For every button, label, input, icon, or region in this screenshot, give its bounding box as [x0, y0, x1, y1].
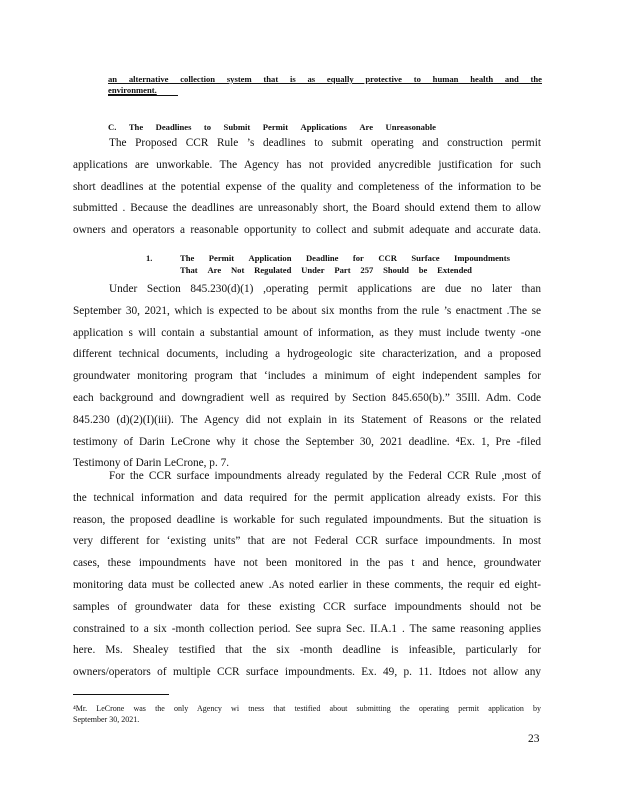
- heading-word: Permit: [262, 122, 289, 132]
- heading-word: Submit: [223, 122, 251, 132]
- footnote-line: ⁴Mr. LeCrone was the only Agency wi tness that testified about submitting the operating permit application by: [73, 704, 541, 713]
- subheading-word: Permit: [208, 253, 235, 263]
- paragraph-line: submitted . Because the deadlines are unreasonably short, the Board should extend them to allow: [73, 202, 541, 215]
- subheading-word: for: [352, 253, 364, 263]
- paragraph-line: 845.230 (d)(2)(I)(iii). The Agency did not explain in its Statement of Reasons or the related: [73, 413, 541, 426]
- continuation-text: [108, 74, 542, 96]
- paragraph-line: owners and operators a reasonable opportunity to collect and submit adequate and accurate data.: [73, 224, 541, 237]
- paragraph-3: [73, 466, 541, 684]
- subheading-word: Part: [334, 265, 351, 275]
- footnote: [73, 703, 541, 725]
- paragraph-line: short deadlines at the potential expense of the quality and completeness of the information to be: [73, 180, 541, 193]
- paragraph-line: samples of groundwater data for these existing CCR surface impoundments should not be: [73, 600, 541, 613]
- heading-word: The: [128, 122, 144, 132]
- continuation-line-1: an alternative collection system that is as equally protective to human health and the: [108, 74, 542, 84]
- paragraph-line: testimony of Darin LeCrone why it chose the September 30, 2021 deadline. ⁴Ex. 1, Pre -filed: [73, 435, 541, 448]
- subheading-line-1: [180, 252, 510, 264]
- paragraph-line: September 30, 2021, which is expected to be about six months from the rule ’s enactment .The se: [73, 304, 541, 317]
- subheading-word: Should: [383, 265, 409, 275]
- page-number: 23: [528, 733, 540, 745]
- subheading-line-2: [180, 264, 472, 276]
- paragraph-line: each background and downgradient well as required by Section 845.650(b).” 35Ill. Adm. Code: [73, 391, 541, 404]
- paragraph-line: The Proposed CCR Rule ’s deadlines to submit operating and construction permit: [109, 137, 541, 149]
- heading-word: Unreasonable: [385, 122, 436, 132]
- footnote-line: September 30, 2021.: [73, 715, 140, 724]
- subheading-word: Surface: [411, 253, 440, 263]
- continuation-line-2: environment.: [108, 85, 157, 95]
- paragraph-2: [73, 279, 541, 475]
- paragraph-line: monitoring data must be collected anew .As noted earlier in these comments, the requir ed eight-: [73, 578, 541, 591]
- heading-word: to: [203, 122, 212, 132]
- section-letter: C.: [108, 122, 117, 132]
- paragraph-line: here. Ms. Shealey testified that the six -month deadline is infeasible, particularly for: [73, 644, 541, 657]
- subheading-word: Extended: [437, 265, 472, 275]
- paragraph-line: For the CCR surface impoundments already regulated by the Federal CCR Rule ,most of: [109, 470, 541, 482]
- subheading-word: Application: [248, 253, 292, 263]
- subheading-word: Impoundments: [454, 253, 510, 263]
- paragraph-line: cases, these impoundments have not been monitored in the pas t and hence, groundwater: [73, 557, 541, 570]
- paragraph-line: very different for ‘existing units” that are not Federal CCR surface impoundments. In most: [73, 535, 541, 548]
- paragraph-line: application s will contain a substantial amount of information, as they must include twenty -one: [73, 326, 541, 339]
- subheading-word: Regulated: [254, 265, 292, 275]
- continuation-underline: [108, 95, 178, 96]
- subheading-word: 257: [360, 265, 374, 275]
- paragraph-line: groundwater monitoring program that ‘includes a minimum of eight independent samples for: [73, 370, 541, 383]
- footnote-separator: [73, 694, 169, 695]
- subheading-word: Not: [230, 265, 245, 275]
- paragraph-line: constrained to a six -month collection period. See supra Sec. II.A.1 . The same reasoning applies: [73, 622, 541, 635]
- paragraph-line: different technical documents, including a hydrogeologic site characterization, and a proposed: [73, 348, 541, 361]
- heading-word: Deadlines: [155, 122, 192, 132]
- subheading-word: The: [180, 253, 195, 263]
- paragraph-line: applications are unworkable. The Agency has not provided anycredible justification for such: [73, 158, 541, 171]
- subheading-word: Are: [207, 265, 222, 275]
- subheading-word: be: [418, 265, 428, 275]
- paragraph-line: Under Section 845.230(d)(1) ,operating permit applications are due no later than: [109, 283, 541, 295]
- paragraph-line: Testimony of Darin LeCrone, p. 7.: [73, 457, 230, 470]
- paragraph-line: reason, the proposed deadline is workable for such regulated impoundments. But the situation is: [73, 513, 541, 526]
- heading-word: Are: [359, 122, 374, 132]
- subheading-word: Deadline: [305, 253, 339, 263]
- subheading-word: Under: [301, 265, 325, 275]
- subheading-number: 1.: [146, 253, 153, 263]
- paragraph-1: [73, 133, 541, 242]
- heading-word: Applications: [300, 122, 347, 132]
- subheading-word: That: [180, 265, 198, 275]
- section-heading-c: [108, 122, 436, 132]
- paragraph-line: owners/operators of multiple CCR surface impoundments. Ex. 49, p. 11. Itdoes not allow any: [73, 666, 541, 679]
- paragraph-line: the technical information and data required for the permit application already exists. For this: [73, 491, 541, 504]
- subheading-word: CCR: [378, 253, 397, 263]
